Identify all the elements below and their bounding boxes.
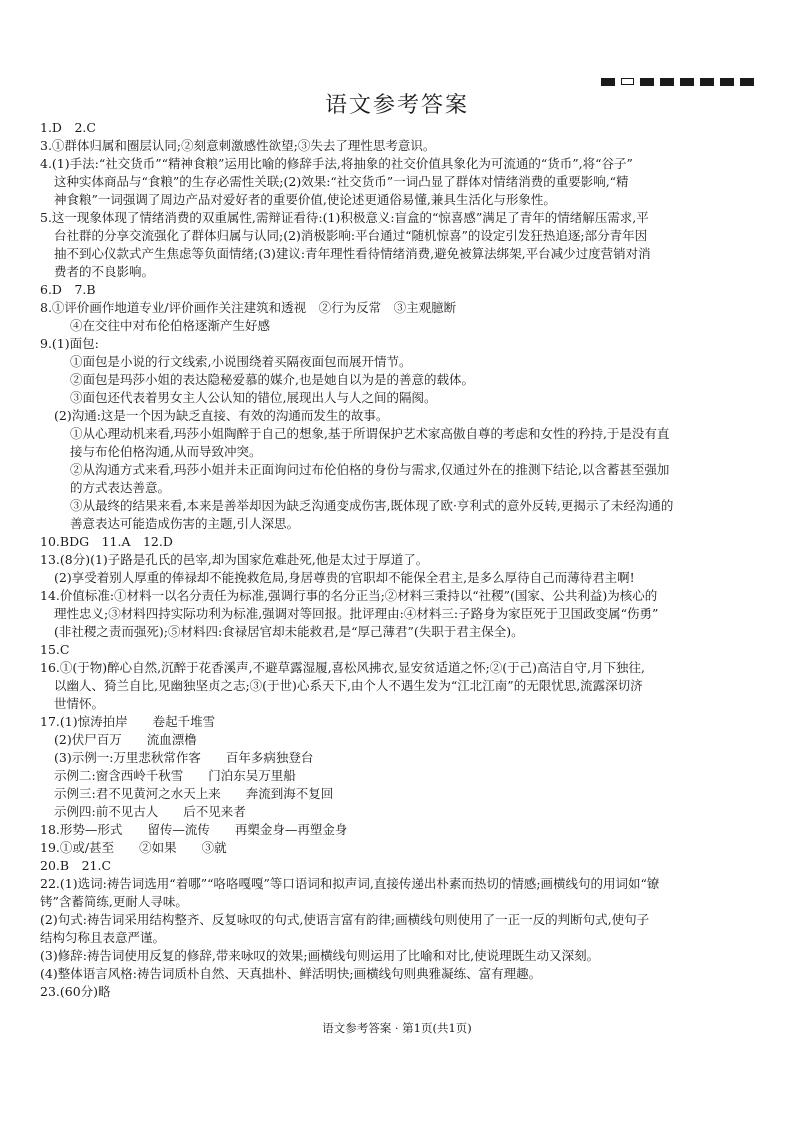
answer-line: (2)享受着别人厚重的俸禄却不能挽救危局,身居尊贵的官职却不能保全君主,是多么厚待自己而薄待君主啊! bbox=[54, 570, 635, 585]
answer-item bbox=[40, 119, 758, 137]
page-footer: 语文参考答案 · 第1页(共1页) bbox=[322, 1021, 472, 1035]
corner-mark bbox=[601, 78, 615, 86]
answer-line: 这种实体商品与“食粮”的生存必需性关联;(2)效果:“社交货币”一词凸显了群体对情绪消费的重要影响,“精 bbox=[54, 174, 629, 189]
corner-mark bbox=[680, 78, 694, 86]
answer-item bbox=[40, 821, 758, 839]
answer-line: 22.(1)选词:祷告词选用“着哪”“咯咯嘎嘎”等口语词和拟声词,直接传递出朴素而热切的情感;画横线句的用词如“镣 bbox=[40, 876, 660, 891]
answer-line: 6.D 7.B bbox=[40, 282, 96, 297]
answer-line: 17.(1)惊涛拍岸 卷起千堆雪 bbox=[40, 714, 216, 729]
page-title: 语文参考答案 bbox=[324, 93, 469, 118]
answer-line: (非社稷之责而强死);⑤材料四:食禄居官却未能救君,是“厚己薄君”(失职于君主保全)。 bbox=[54, 624, 524, 639]
answer-line: 9.(1)面包: bbox=[40, 336, 99, 351]
answer-line: 接与布伦伯格沟通,从而导致冲突。 bbox=[70, 444, 262, 459]
answer-item bbox=[40, 875, 758, 983]
answer-line: 14.价值标准:①材料一以名分责任为标准,强调行事的名分正当;②材料三秉持以“社稷”(国家、公共利益)为核心的 bbox=[40, 588, 658, 603]
answer-line: (2)伏尸百万 流血漂橹 bbox=[54, 732, 197, 747]
answer-line: 结构匀称且表意严谨。 bbox=[40, 930, 166, 945]
answer-line: ③面包还代表着男女主人公认知的错位,展现出人与人之间的隔阂。 bbox=[70, 390, 437, 405]
answer-line: (4)整体语言风格:祷告词质朴自然、天真拙朴、鲜活明快;画横线句则典雅凝练、富有理趣。 bbox=[40, 966, 542, 981]
answer-line: 8.①评价画作地道专业/评价画作关注建筑和透视 ②行为反常 ③主观臆断 bbox=[40, 300, 457, 315]
answer-line: 铐”含蓄简练,更耐人寻味。 bbox=[40, 894, 188, 909]
answer-line: 世情怀。 bbox=[54, 696, 105, 711]
answer-line: 16.①(于物)醉心自然,沉醉于花香溪声,不避草露湿履,喜松风拂衣,显安贫适道之怀;②(于己)高洁自守,月下独往, bbox=[40, 660, 645, 675]
answer-line: 13.(8分)(1)子路是孔氏的邑宰,却为国家危难赴死,他是太过于厚道了。 bbox=[40, 552, 429, 567]
answer-item bbox=[40, 299, 758, 335]
answer-item bbox=[40, 839, 758, 857]
answer-line: ②从沟通方式来看,玛莎小姐并未正面询问过布伦伯格的身份与需求,仅通过外在的推测下结论,以含蓄甚至强加 bbox=[70, 462, 670, 477]
answer-line: (3)修辞:祷告词使用反复的修辞,带来咏叹的效果;画横线句则运用了比喻和对比,使说理既生动又深刻。 bbox=[40, 948, 600, 963]
answer-line: 10.BDG 11.A 12.D bbox=[40, 534, 173, 549]
answer-item bbox=[40, 659, 758, 713]
answer-line: 善意表达可能造成伤害的主题,引人深思。 bbox=[70, 516, 299, 531]
answer-line: 神食粮”一词强调了周边产品对爱好者的重要价值,使论述更通俗易懂,兼具生活化与形象性。 bbox=[54, 192, 556, 207]
answer-line: 23.(60分)略 bbox=[40, 984, 111, 999]
answer-item bbox=[40, 281, 758, 299]
answer-item bbox=[40, 209, 758, 281]
answer-item bbox=[40, 587, 758, 641]
corner-mark bbox=[621, 78, 634, 85]
answer-line: 1.D 2.C bbox=[40, 120, 96, 135]
answer-line: ①面包是小说的行文线索,小说围绕着买隔夜面包而展开情节。 bbox=[70, 354, 412, 369]
answer-line: 4.(1)手法:“社交货币”“精神食粮”运用比喻的修辞手法,将抽象的社交价值具象化为可流通的“货币”,将“谷子” bbox=[40, 156, 633, 171]
answer-line: 20.B 21.C bbox=[40, 858, 112, 873]
answer-line: 以幽人、猗兰自比,见幽独坚贞之志;③(于世)心系天下,由个人不遇生发为“江北江南”的无限忧思,流露深切济 bbox=[54, 678, 643, 693]
corner-mark bbox=[700, 78, 714, 86]
answer-item bbox=[40, 335, 758, 533]
answer-line: (2)句式:祷告词采用结构整齐、反复咏叹的句式,使语言富有韵律;画横线句则使用了一正一反的判断句式,使句子 bbox=[40, 912, 650, 927]
answer-line: 15.C bbox=[40, 642, 70, 657]
corner-mark bbox=[660, 78, 674, 86]
answer-item bbox=[40, 551, 758, 587]
answer-line: ②面包是玛莎小姐的表达隐秘爱慕的媒介,也是她自以为是的善意的载体。 bbox=[70, 372, 474, 387]
answer-line: 5.这一现象体现了情绪消费的双重属性,需辩证看待:(1)积极意义:盲盒的“惊喜感”满足了青年的情绪解压需求,平 bbox=[40, 210, 649, 225]
answer-item bbox=[40, 641, 758, 659]
corner-mark bbox=[720, 78, 734, 86]
answer-line: 18.形势—形式 留传—流传 再槊金身—再塑金身 bbox=[40, 822, 348, 837]
answer-line: 示例四:前不见古人 后不见来者 bbox=[54, 804, 246, 819]
answer-item bbox=[40, 155, 758, 209]
answer-line: 抽不到心仪款式产生焦虑等负面情绪;(3)建议:青年理性看待情绪消费,避免被算法绑架,平台减少过度营销对消 bbox=[54, 246, 651, 261]
answer-line: 的方式表达善意。 bbox=[70, 480, 171, 495]
answer-line: 理性忠义;③材料四持实际功利为标准,强调对等回报。批评理由:④材料三:子路身为家臣死于卫国政变属“伤勇” bbox=[54, 606, 659, 621]
answer-line: (3)示例一:万里悲秋常作客 百年多病独登台 bbox=[54, 750, 314, 765]
answer-line: (2)沟通:这是一个因为缺乏直接、有效的沟通而发生的故事。 bbox=[54, 408, 389, 423]
answer-line: 3.①群体归属和圈层认同;②刻意刺激感性欲望;③失去了理性思考意识。 bbox=[40, 138, 436, 153]
answer-line: 台社群的分享交流强化了群体归属与认同;(2)消极影响:平台通过“随机惊喜”的设定引发狂热追逐;部分青年因 bbox=[54, 228, 648, 243]
page-corner-marks bbox=[601, 78, 754, 86]
answer-line: 费者的不良影响。 bbox=[54, 264, 155, 279]
answer-item bbox=[40, 533, 758, 551]
answer-item bbox=[40, 857, 758, 875]
corner-mark bbox=[740, 78, 754, 86]
corner-mark bbox=[640, 78, 654, 86]
answer-item bbox=[40, 137, 758, 155]
answer-line: ③从最终的结果来看,本来是善举却因为缺乏沟通变成伤害,既体现了欧·亨利式的意外反转,更揭示了未经沟通的 bbox=[70, 498, 674, 513]
answer-line: 示例三:君不见黄河之水天上来 奔流到海不复回 bbox=[54, 786, 334, 801]
answer-item bbox=[40, 713, 758, 821]
answer-line: 示例二:窗含西岭千秋雪 门泊东吴万里船 bbox=[54, 768, 296, 783]
answer-item bbox=[40, 983, 758, 1001]
answer-line: ①从心理动机来看,玛莎小姐陶醉于自己的想象,基于所谓保护艺术家高傲自尊的考虑和女性的矜持,于是没有直 bbox=[70, 426, 670, 441]
answer-line: ④在交往中对布伦伯格逐渐产生好感 bbox=[70, 318, 271, 333]
answer-line: 19.①或/甚至 ②如果 ③就 bbox=[40, 840, 227, 855]
answer-content bbox=[40, 119, 758, 1001]
